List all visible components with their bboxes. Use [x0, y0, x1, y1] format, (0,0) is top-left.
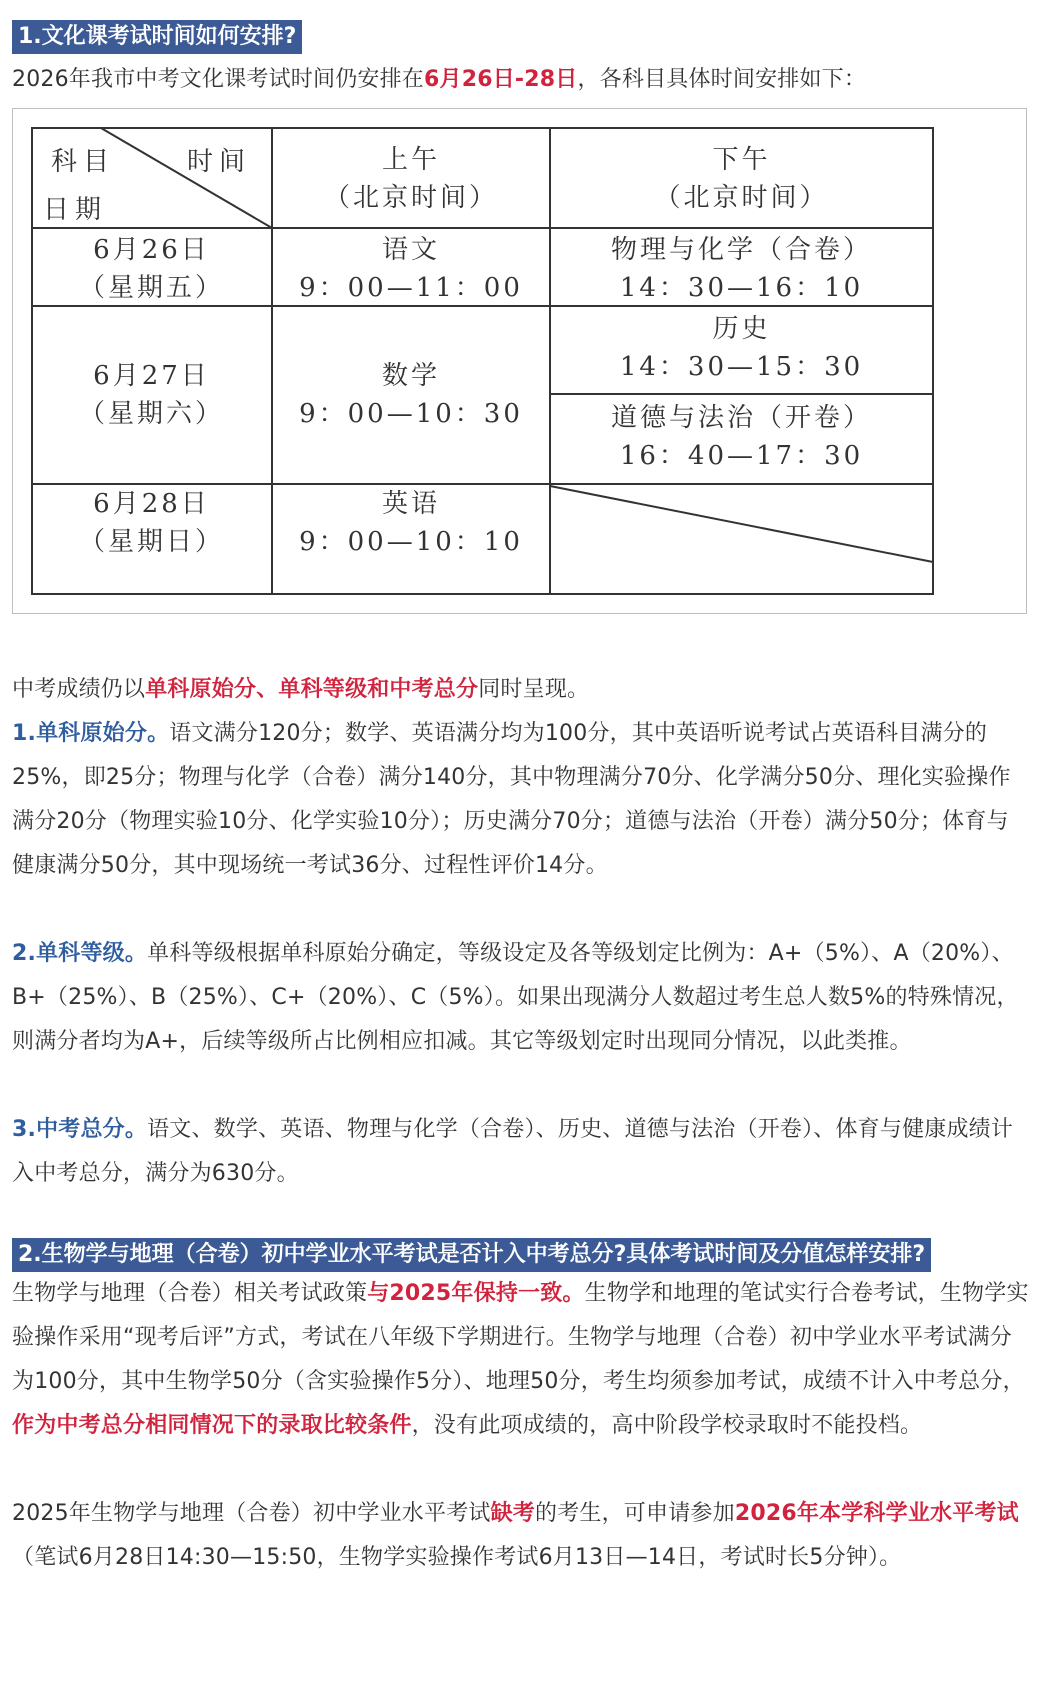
row2-afternoon-1: [550, 310, 933, 386]
total-score-paragraph: [12, 1108, 1029, 1196]
section2-heading: 2.生物学与地理（合卷）初中学业水平考试是否计入中考总分?具体考试时间及分值怎样安排?: [12, 1238, 931, 1272]
intro-text-after: ，各科目具体时间安排如下：: [577, 67, 867, 92]
raw-score-label: 1.单科原始分。: [12, 721, 170, 746]
total-score-text: 语文、数学、英语、物理与化学（合卷）、历史、道德与法治（开卷）、体育与健康成绩计入中考总分，满分为630分。: [12, 1117, 1014, 1186]
row2-pm1-time: 14：30—15：30: [619, 352, 864, 382]
s2p1-c: 生物学和地理的笔试实行合卷考试，生物学实验操作采用“现考后评”方式，考试在八年级下学期进行。生物学与地理（合卷）初中学业水平考试满分为100分，其中生物学50分（含实验操作5分）、地理50分，考生均须参加考试，成绩不计入中考总分，: [12, 1281, 1029, 1394]
s2p1-highlight: 与2025年保持一致。: [367, 1281, 585, 1306]
row3-date: [31, 485, 272, 561]
schedule-table-image: [12, 108, 1027, 614]
section1-heading: 1.文化课考试时间如何安排?: [12, 20, 302, 54]
corner-time-label: 时间: [187, 147, 252, 177]
row1-pm-subject: 物理与化学（合卷）: [610, 235, 872, 265]
row3-morning: [272, 485, 550, 561]
row3-weekday: （星期日）: [78, 527, 224, 557]
raw-score-paragraph: [12, 712, 1029, 888]
header-afternoon-label: 下午: [712, 145, 771, 175]
scores-intro-highlight: 单科原始分、单科等级和中考总分: [145, 677, 479, 702]
s2p1-e: ，没有此项成绩的，高中阶段学校录取时不能投档。: [411, 1413, 923, 1438]
exam-dates-highlight: 6月26日-28日: [424, 67, 578, 92]
total-score-label: 3.中考总分。: [12, 1117, 148, 1142]
row2-pm2-subject: 道德与法治（开卷）: [610, 403, 872, 433]
article: [12, 0, 1029, 1580]
row1-date-label: 6月26日: [93, 235, 210, 265]
row2-pm2-time: 16：40—17：30: [619, 441, 864, 471]
row1-date: [31, 231, 272, 307]
row1-am-subject: 语文: [381, 235, 440, 265]
row1-pm-time: 14：30—16：10: [619, 273, 864, 303]
schedule-table: [31, 127, 1008, 596]
row2-afternoon-2: [550, 399, 933, 475]
corner-date-label: 日期: [43, 195, 108, 225]
section1-intro: [12, 58, 1029, 102]
header-morning-sub: （北京时间）: [323, 183, 498, 213]
row1-morning: [272, 231, 550, 307]
header-morning-label: 上午: [381, 145, 440, 175]
header-afternoon: [550, 141, 933, 217]
raw-score-text: 语文满分120分；数学、英语满分均为100分，其中英语听说考试占英语科目满分的25%，即25分；物理与化学（合卷）满分140分，其中物理满分70分、化学满分50分、理化实验操作满分20分（物理实验10分、化学实验10分）；历史满分70分；道德与法治（开卷）满分50分；体育与健康满分50分，其中现场统一考试36分、过程性评价14分。: [12, 721, 1011, 878]
row2-am-subject: 数学: [381, 361, 440, 391]
header-morning: [272, 141, 550, 217]
s2p2-c: 的考生，可申请参加: [535, 1501, 735, 1526]
scores-intro: [12, 668, 1029, 712]
grade-paragraph: [12, 932, 1029, 1064]
corner-subject-label: 科目: [51, 147, 116, 177]
row3-am-subject: 英语: [381, 489, 440, 519]
row2-morning: [272, 357, 550, 433]
s2p2-a: 2025年生物学与地理（合卷）初中学业水平考试: [12, 1501, 491, 1526]
header-afternoon-sub: （北京时间）: [654, 183, 829, 213]
section2-paragraph1: [12, 1272, 1029, 1448]
row2-pm1-subject: 历史: [712, 314, 771, 344]
section2-paragraph2: [12, 1492, 1029, 1580]
grade-label: 2.单科等级。: [12, 941, 148, 966]
row1-afternoon: [550, 231, 933, 307]
row3-date-label: 6月28日: [93, 489, 210, 519]
intro-text-before: 2026年我市中考文化课考试时间仍安排在: [12, 67, 424, 92]
s2p2-e: （笔试6月28日14:30—15:50，生物学实验操作考试6月13日—14日，考试时长5分钟）。: [12, 1545, 902, 1570]
grade-text: 单科等级根据单科原始分确定，等级设定及各等级划定比例为：A+（5%）、A（20%）、B+（25%）、B（25%）、C+（20%）、C（5%）。如果出现满分人数超过考生总人数5%的特殊情况，则满分者均为A+，后续等级所占比例相应扣减。其它等级划定时出现同分情况，以此类推。: [12, 941, 1019, 1054]
row2-date: [31, 357, 272, 433]
row1-weekday: （星期五）: [78, 273, 224, 303]
s2p2-exam-highlight: 2026年本学科学业水平考试: [734, 1501, 1019, 1526]
row2-am-time: 9：00—10：30: [299, 399, 523, 429]
row2-weekday: （星期六）: [78, 399, 224, 429]
row2-date-label: 6月27日: [93, 361, 210, 391]
scores-intro-before: 中考成绩仍以: [12, 677, 146, 702]
row1-am-time: 9：00—11：00: [299, 273, 523, 303]
s2p1-a: 生物学与地理（合卷）相关考试政策: [12, 1281, 368, 1306]
s2p2-absent-highlight: 缺考: [490, 1501, 535, 1526]
row3-am-time: 9：00—10：10: [299, 527, 523, 557]
s2p1-highlight-2: 作为中考总分相同情况下的录取比较条件: [12, 1413, 412, 1438]
scores-intro-after: 同时呈现。: [478, 677, 590, 702]
